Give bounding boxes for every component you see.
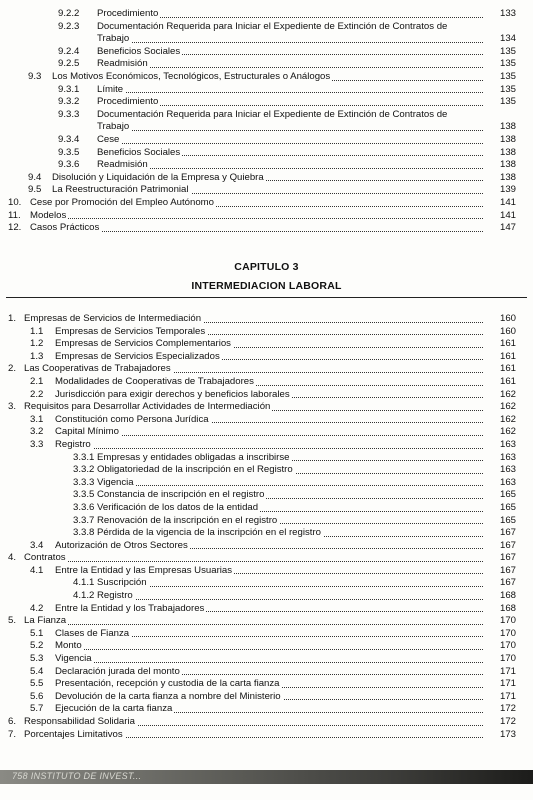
toc-entry [0, 615, 533, 628]
toc-entry-number: 5. [8, 615, 17, 627]
toc-entry-title: Los Motivos Económicos, Tecnológicos, Estructurales o Análogos [52, 70, 331, 82]
toc-entry-number: 12. [8, 222, 22, 234]
toc-entry [0, 577, 533, 590]
toc-entry-number: 9.3 [28, 70, 42, 82]
toc-entry-page: 161 [499, 350, 516, 362]
toc-entry-title: Registro [97, 590, 133, 602]
toc-entry [0, 716, 533, 729]
toc-entry [0, 184, 533, 197]
toc-entry-number: 5.4 [30, 665, 44, 677]
toc-entry-page: 135 [499, 83, 516, 95]
toc-entry-page: 138 [499, 146, 516, 158]
toc-entry-title: Empresas de Servicios de Intermediación [24, 313, 202, 324]
toc-entry [0, 197, 533, 210]
toc-entry-title: Readmisión [97, 58, 148, 70]
toc-entry [0, 590, 533, 603]
toc-entry-page: 171 [499, 665, 516, 677]
toc-entry-number: 3. [8, 401, 17, 413]
toc-entry [0, 376, 533, 389]
toc-entry-page: 161 [499, 375, 516, 387]
toc-entry-number: 2. [8, 363, 17, 375]
toc-entry-title: Cese por Promoción del Empleo Autónomo [30, 196, 214, 208]
toc-entry-number: 1.1 [30, 325, 44, 337]
toc-entry-title: Requisitos para Desarrollar Actividades de Intermediación [24, 401, 271, 413]
toc-entry-page: 167 [499, 552, 516, 564]
toc-entry [0, 666, 533, 679]
toc-entry [0, 134, 533, 147]
toc-entry [0, 502, 533, 515]
toc-entry-number: 9.3.4 [58, 133, 80, 145]
toc-entry-number: 3.3.6 [73, 501, 95, 513]
toc-entry [0, 628, 533, 641]
toc-entry-page: 170 [499, 653, 516, 665]
toc-entry-number: 9.3.6 [58, 159, 80, 171]
toc-entry [0, 452, 533, 465]
toc-entry-page: 172 [499, 716, 516, 727]
toc-entry [0, 603, 533, 616]
toc-entry [0, 729, 533, 742]
toc-entry-title: Ejecución de la carta fianza [55, 703, 173, 715]
toc-entry-title: Vigencia [97, 476, 134, 488]
toc-entry-number: 3.3.5 [73, 489, 95, 501]
toc-entry [0, 326, 533, 339]
toc-entry-page: 168 [499, 602, 516, 614]
toc-entry-number: 3.3.1 [73, 451, 95, 463]
toc-entry [0, 210, 533, 223]
toc-entry-number: 2.1 [30, 375, 44, 387]
toc-entry-title: Modelos [30, 209, 67, 221]
toc-entry [0, 147, 533, 160]
toc-entry-title: Verificación de los datos de la entidad [97, 501, 259, 513]
toc-entry [0, 172, 533, 185]
toc-entry-title: Límite [97, 83, 124, 95]
toc-entry-page: 135 [499, 45, 516, 57]
toc-entry-number: 9.2.5 [58, 58, 80, 70]
footer-text: 758 INSTITUTO DE INVEST... [12, 771, 142, 781]
toc-entry [0, 313, 533, 326]
toc-entry-title: Entre la Entidad y los Trabajadores [55, 602, 205, 614]
toc-entry [0, 439, 533, 452]
toc-entry-title: La Fianza [24, 615, 67, 627]
toc-entry [0, 653, 533, 666]
toc-entry-number: 6. [8, 716, 17, 727]
toc-entry-title: Renovación de la inscripción en el registro [97, 514, 278, 526]
toc-entry [0, 46, 533, 59]
toc-entry [0, 640, 533, 653]
toc-entry [0, 96, 533, 109]
toc-entry-number: 9.2.3 [58, 20, 80, 32]
toc-entry-number: 4.1.2 [73, 590, 95, 602]
toc-entry-number: 4.1.1 [73, 577, 95, 589]
toc-entry-number: 3.3.3 [73, 476, 95, 488]
toc-entry-page: 165 [499, 489, 516, 501]
toc-entry [0, 121, 533, 134]
toc-entry [0, 222, 533, 235]
toc-entry-page: 139 [499, 184, 516, 196]
toc-section-continued [0, 8, 533, 235]
toc-entry [0, 159, 533, 172]
toc-entry-number: 9.2.2 [58, 8, 80, 19]
toc-entry-title: Trabajo [97, 33, 130, 45]
toc-entry-number: 5.6 [30, 690, 44, 702]
toc-entry-number: 4.2 [30, 602, 44, 614]
toc-entry-number: 3.1 [30, 413, 44, 425]
toc-entry [0, 8, 533, 21]
toc-entry-page: 173 [499, 728, 516, 740]
toc-entry-title: Beneficios Sociales [97, 45, 181, 57]
toc-entry-page: 161 [499, 363, 516, 375]
toc-entry [0, 389, 533, 402]
toc-entry [0, 691, 533, 704]
toc-entry-page: 162 [499, 401, 516, 413]
toc-section-chapter-3 [0, 313, 533, 741]
toc-entry-title: Suscripción [97, 577, 147, 589]
toc-entry-page: 135 [499, 58, 516, 70]
toc-entry-page: 167 [499, 539, 516, 551]
toc-entry-title: Contratos [24, 552, 66, 564]
toc-entry-number: 5.5 [30, 678, 44, 690]
toc-entry-number: 1.2 [30, 338, 44, 350]
toc-entry-title: Devolución de la carta fianza a nombre del Ministerio [55, 690, 281, 702]
toc-entry-title: Empresas y entidades obligadas a inscribirse [97, 451, 290, 463]
toc-entry [0, 351, 533, 364]
toc-entry-page: 172 [499, 703, 516, 715]
toc-entry-title: Beneficios Sociales [97, 146, 181, 158]
toc-entry-number: 11. [8, 209, 21, 221]
toc-entry-title: Constancia de inscripción en el registro [97, 489, 265, 501]
toc-entry-title: Procedimiento [97, 96, 159, 108]
toc-entry [0, 678, 533, 691]
toc-entry-page: 163 [499, 464, 516, 476]
toc-entry-number: 4.1 [30, 564, 44, 576]
toc-entry-page: 162 [499, 426, 516, 438]
toc-entry-page: 170 [499, 627, 516, 639]
toc-entry [0, 21, 533, 34]
toc-entry-title: Empresas de Servicios Temporales [55, 325, 206, 337]
toc-entry-number: 5.2 [30, 640, 44, 652]
toc-entry [0, 363, 533, 376]
toc-entry-title: Empresas de Servicios Especializados [55, 350, 220, 362]
toc-entry-page: 138 [499, 159, 516, 171]
toc-entry-number: 4. [8, 552, 17, 564]
toc-entry-page: 134 [499, 33, 516, 45]
toc-entry-page: 135 [499, 96, 516, 108]
toc-entry [0, 515, 533, 528]
toc-entry-title: Clases de Fianza [55, 627, 130, 639]
toc-entry-number: 3.3.2 [73, 464, 95, 476]
toc-entry-number: 9.3.3 [58, 108, 80, 120]
toc-entry-number: 7. [8, 728, 17, 740]
toc-entry-page: 141 [499, 196, 516, 208]
chapter-number: CAPITULO 3 [234, 261, 299, 273]
toc-entry-page: 160 [499, 325, 516, 337]
toc-entry-page: 138 [499, 133, 516, 145]
toc-entry-page: 161 [499, 338, 516, 350]
toc-entry-page: 165 [499, 501, 516, 513]
toc-entry-title: Presentación, recepción y custodia de la carta fianza [55, 678, 280, 690]
toc-entry-number: 5.3 [30, 653, 44, 665]
toc-entry-page: 141 [499, 209, 516, 221]
toc-entry-page: 163 [499, 451, 516, 463]
toc-entry [0, 540, 533, 553]
toc-entry-title: Pérdida de la vigencia de la inscripción en el registro [97, 527, 321, 539]
toc-entry-title: Documentación Requerida para Iniciar el Expediente de Extinción de Contratos de [97, 20, 448, 32]
toc-entry-page: 170 [499, 615, 516, 627]
toc-entry-page: 162 [499, 388, 516, 400]
toc-entry [0, 477, 533, 490]
toc-entry-title: Entre la Entidad y las Empresas Usuarias [55, 564, 233, 576]
toc-entry [0, 703, 533, 716]
toc-entry-page: 147 [499, 222, 516, 234]
toc-entry-number: 9.3.5 [58, 146, 80, 158]
toc-entry-title: Responsabilidad Solidaria [24, 716, 135, 727]
toc-entry-number: 3.2 [30, 426, 44, 438]
toc-entry-number: 3.3.7 [73, 514, 95, 526]
toc-entry-number: 9.3.1 [58, 83, 80, 95]
toc-entry-title: Disolución y Liquidación de la Empresa y Quiebra [52, 171, 264, 183]
toc-entry [0, 527, 533, 540]
toc-entry-title: Empresas de Servicios Complementarios [55, 338, 231, 350]
toc-entry-title: Monto [55, 640, 82, 652]
toc-entry-number: 3.3 [30, 438, 44, 450]
toc-entry-number: 3.3.8 [73, 527, 95, 539]
toc-entry-page: 171 [499, 690, 516, 702]
toc-entry-title: Registro [55, 438, 91, 450]
toc-entry-title: Documentación Requerida para Iniciar el Expediente de Extinción de Contratos de [97, 108, 448, 120]
toc-entry-number: 1. [8, 313, 17, 324]
toc-entry-title: Declaración jurada del monto [55, 665, 180, 677]
toc-entry-number: 1.3 [30, 350, 44, 362]
toc-entry [0, 338, 533, 351]
footer-bar [0, 770, 533, 784]
toc-entry-number: 10. [8, 196, 22, 208]
toc-entry-number: 9.3.2 [58, 96, 80, 108]
toc-entry-page: 133 [499, 8, 516, 19]
toc-entry [0, 426, 533, 439]
toc-entry-title: Obligatoriedad de la inscripción en el Registro [97, 464, 293, 476]
toc-entry-title: La Reestructuración Patrimonial [52, 184, 189, 196]
toc-entry [0, 401, 533, 414]
toc-entry-title: Trabajo [97, 121, 130, 133]
toc-entry-page: 167 [499, 527, 516, 539]
toc-entry-title: Modalidades de Cooperativas de Trabajadores [55, 375, 254, 387]
toc-entry [0, 109, 533, 122]
chapter-divider [6, 297, 527, 298]
toc-entry-title: Capital Mínimo [55, 426, 119, 438]
toc-entry [0, 464, 533, 477]
toc-entry-page: 138 [499, 171, 516, 183]
toc-entry-page: 165 [499, 514, 516, 526]
toc-entry [0, 552, 533, 565]
toc-entry-number: 5.7 [30, 703, 44, 715]
toc-entry [0, 414, 533, 427]
toc-entry-title: Constitución como Persona Jurídica [55, 413, 209, 425]
toc-entry-page: 163 [499, 476, 516, 488]
toc-entry-page: 168 [499, 590, 516, 602]
toc-entry-title: Las Cooperativas de Trabajadores [24, 363, 171, 375]
toc-entry-page: 163 [499, 438, 516, 450]
toc-entry-page: 170 [499, 640, 516, 652]
chapter-title: INTERMEDIACION LABORAL [191, 280, 342, 292]
toc-entry-title: Casos Prácticos [30, 222, 100, 234]
toc-entry-page: 162 [499, 413, 516, 425]
toc-entry-page: 160 [499, 313, 516, 324]
toc-entry [0, 565, 533, 578]
toc-entry-page: 167 [499, 564, 516, 576]
toc-entry [0, 489, 533, 502]
toc-entry-number: 3.4 [30, 539, 44, 551]
toc-entry-title: Jurisdicción para exigir derechos y beneficios laborales [55, 388, 290, 400]
toc-entry-page: 138 [499, 121, 516, 133]
toc-entry-title: Autorización de Otros Sectores [55, 539, 188, 551]
toc-entry [0, 33, 533, 46]
toc-entry-number: 9.4 [28, 171, 42, 183]
toc-entry-page: 135 [499, 70, 516, 82]
toc-entry [0, 71, 533, 84]
toc-entry [0, 58, 533, 71]
toc-entry-title: Readmisión [97, 159, 148, 171]
toc-entry-title: Vigencia [55, 653, 92, 665]
toc-entry-number: 5.1 [30, 627, 44, 639]
toc-entry-number: 2.2 [30, 388, 44, 400]
toc-entry-title: Cese [97, 133, 120, 145]
toc-entry-title: Procedimiento [97, 8, 159, 19]
toc-entry-number: 9.2.4 [58, 45, 80, 57]
toc-entry-page: 167 [499, 577, 516, 589]
toc-entry-title: Porcentajes Limitativos [24, 728, 123, 740]
toc-entry-page: 171 [499, 678, 516, 690]
toc-entry [0, 84, 533, 97]
toc-entry-number: 9.5 [28, 184, 42, 196]
